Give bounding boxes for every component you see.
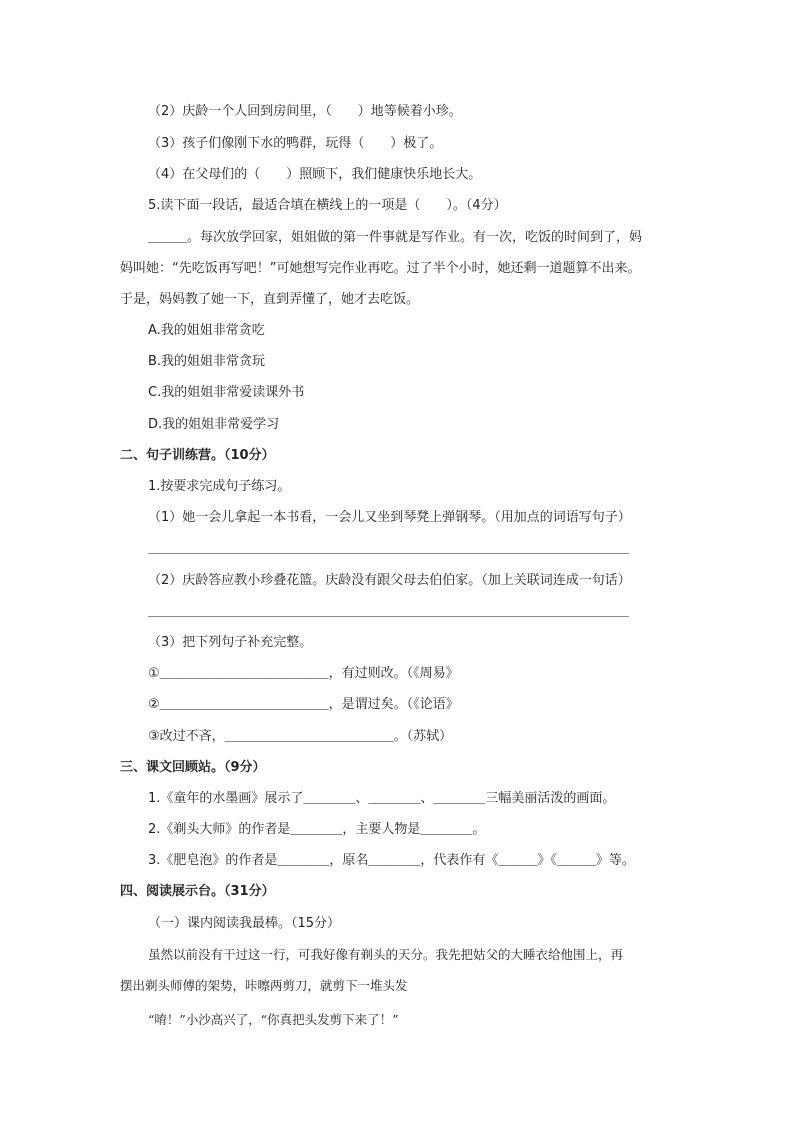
- section-2-q1-1: （1）她一会儿拿起一本书看，一会儿又坐到琴凳上弹钢琴。（用加点的词语写句子）: [148, 510, 631, 525]
- passage-line-1: ＿＿＿。每次放学回家，姐姐做的第一件事就是写作业。有一次，吃饭的时间到了，妈: [148, 230, 643, 245]
- answer-line-1: ＿＿＿＿＿＿＿＿＿＿＿＿＿＿＿＿＿＿＿＿＿＿＿＿＿＿＿＿＿＿＿＿＿＿＿＿＿: [148, 541, 630, 556]
- review-q1: 1.《童年的水墨画》展示了＿＿＿＿、＿＿＿＿、＿＿＿＿三幅美丽活泼的画面。: [148, 791, 616, 806]
- complete-sentence-1: ①＿＿＿＿＿＿＿＿＿＿＿＿＿，有过则改。（《周易》: [148, 666, 459, 681]
- fill-item-2: （2）庆龄一个人回到房间里，（ ）地等候着小珍。: [148, 104, 462, 119]
- option-a: A.我的姐姐非常贪吃: [148, 323, 265, 338]
- passage-line-3: 于是，妈妈教了她一下，直到弄懂了，她才去吃饭。: [120, 292, 420, 307]
- complete-sentence-2: ②＿＿＿＿＿＿＿＿＿＿＿＿＿，是谓过矣。（《论语》: [148, 697, 459, 712]
- reading-passage-line-2: 摆出剃头师傅的架势，咔嚓两剪刀，就剪下一堆头发: [120, 978, 408, 993]
- option-b: B.我的姐姐非常贪玩: [148, 354, 266, 369]
- section-2-q1-2: （2）庆龄答应教小珍叠花篮。庆龄没有跟父母去伯伯家。（加上关联词连成一句话）: [148, 573, 631, 588]
- review-q3: 3.《肥皂泡》的作者是＿＿＿＿，原名＿＿＿＿，代表作有《＿＿＿》《＿＿＿》等。: [148, 853, 635, 868]
- reading-part-1-heading: （一）课内阅读我最棒。（15分）: [148, 916, 341, 931]
- passage-line-2: 妈叫她：“先吃饭再写吧！”可她想写完作业再吃。过了半个小时，她还剩一道题算不出来。: [120, 261, 641, 276]
- section-3-heading: 三、课文回顾站。（9分）: [120, 760, 266, 775]
- fill-item-3: （3）孩子们像刚下水的鸭群，玩得（ ）极了。: [148, 136, 443, 151]
- answer-line-2: ＿＿＿＿＿＿＿＿＿＿＿＿＿＿＿＿＿＿＿＿＿＿＿＿＿＿＿＿＿＿＿＿＿＿＿＿＿: [148, 604, 630, 619]
- reading-passage-line-1: 虽然以前没有干过这一行，可我好像有剃头的天分。我先把姑父的大睡衣给他围上，再: [148, 947, 624, 962]
- section-2-q1-3: （3）把下列句子补充完整。: [148, 635, 313, 650]
- fill-item-4: （4）在父母们的（ ）照顾下，我们健康快乐地长大。: [148, 167, 482, 182]
- section-4-heading: 四、阅读展示台。（31分）: [120, 884, 275, 899]
- section-2-q1: 1.按要求完成句子练习。: [148, 479, 291, 494]
- option-d: D.我的姐姐非常爱学习: [148, 417, 280, 432]
- question-5-prompt: 5.读下面一段话，最适合填在横线上的一项是（ ）。（4分）: [148, 198, 507, 213]
- reading-passage-line-3: “唷！”小沙高兴了，“你真把头发剪下来了！”: [148, 1012, 399, 1027]
- option-c: C.我的姐姐非常爱读课外书: [148, 385, 305, 400]
- complete-sentence-3: ③改过不吝，＿＿＿＿＿＿＿＿＿＿＿＿＿。（苏轼）: [148, 729, 453, 744]
- review-q2: 2.《剃头大师》的作者是＿＿＿＿，主要人物是＿＿＿＿。: [148, 822, 486, 837]
- section-2-heading: 二、句子训练营。（10分）: [120, 448, 275, 463]
